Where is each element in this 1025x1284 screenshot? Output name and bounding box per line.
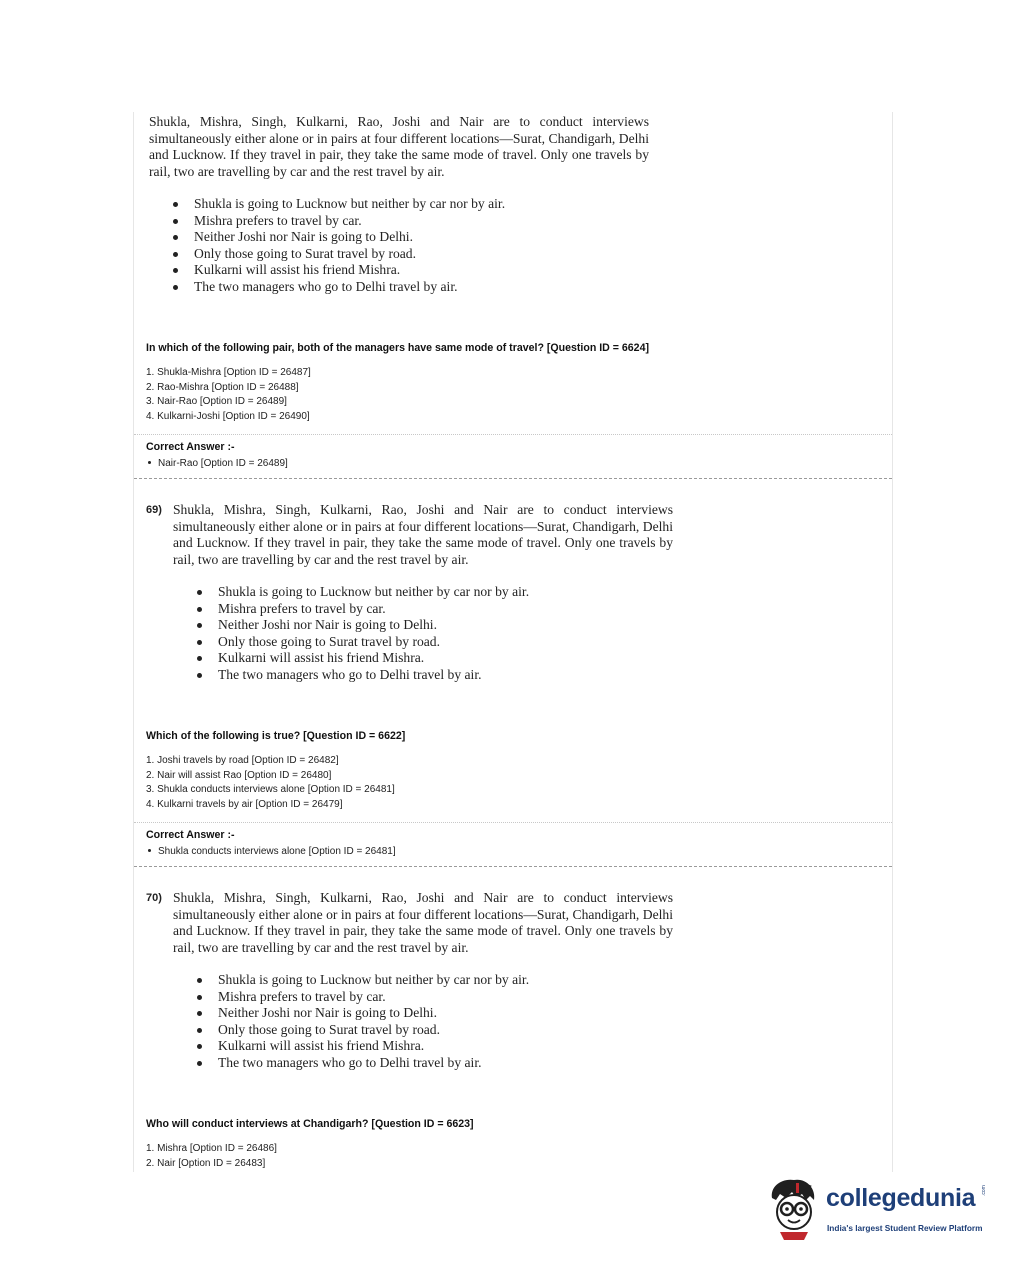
clue-item: Mishra prefers to travel by car. [194,601,529,618]
clue-item: Mishra prefers to travel by car. [170,213,505,230]
logo-domain: .com [981,1185,987,1196]
passage-q68: Shukla, Mishra, Singh, Kulkarni, Rao, Joshi and Nair are to conduct interviews simultaneously either alone or in pairs at four different locations—Surat, Chandigarh, Delhi and Lucknow. If they travel in pair, they take the same mode of travel. Only one travels by rail, two are travelling by car and the rest travel by air. [149,114,649,179]
question-text-q70: Who will conduct interviews at Chandigarh? [Question ID = 6623] [146,1118,474,1130]
bullet-icon [148,461,151,464]
clue-item: Kulkarni will assist his friend Mishra. [170,262,505,279]
correct-answer-text: Nair-Rao [Option ID = 26489] [158,458,288,469]
option-item: 2. Nair [Option ID = 26483] [146,1157,266,1169]
bullet-icon [148,849,151,852]
answer-divider [134,822,892,823]
question-divider [134,478,892,479]
clue-item: The two managers who go to Delhi travel by air. [194,1055,529,1072]
clue-item: Neither Joshi nor Nair is going to Delhi. [194,617,529,634]
clue-item: Only those going to Surat travel by road. [170,246,505,263]
clue-list-q68 [170,196,505,295]
clue-item: Only those going to Surat travel by road. [194,634,529,651]
question-text-q68: In which of the following pair, both of the managers have same mode of travel? [Question ID = 6624] [146,342,649,354]
option-item: 3. Shukla conducts interviews alone [Option ID = 26481] [146,784,395,796]
question-divider [134,866,892,867]
option-list-q69 [146,754,395,813]
logo-tagline: India's largest Student Review Platform [827,1223,983,1233]
option-item: 1. Shukla-Mishra [Option ID = 26487] [146,367,311,378]
option-list-q70 [146,1142,277,1171]
collegedunia-logo[interactable] [766,1176,996,1246]
clue-item: Shukla is going to Lucknow but neither by car nor by air. [194,584,529,601]
option-item: 1. Joshi travels by road [Option ID = 26482] [146,755,339,766]
clue-item: The two managers who go to Delhi travel by air. [194,667,529,684]
clue-list-q70 [194,972,529,1071]
question-number: 69) [146,504,162,516]
option-item: 4. Kulkarni travels by air [Option ID = 26479] [146,799,343,811]
mascot-icon [766,1176,822,1242]
clue-item: Mishra prefers to travel by car. [194,989,529,1006]
clue-item: Neither Joshi nor Nair is going to Delhi. [194,1005,529,1022]
clue-item: Neither Joshi nor Nair is going to Delhi. [170,229,505,246]
correct-answer-q69 [146,846,396,857]
question-text-q69: Which of the following is true? [Question ID = 6622] [146,730,406,742]
correct-answer-q68 [146,458,288,469]
option-item: 1. Mishra [Option ID = 26486] [146,1143,277,1154]
logo-wordmark: collegedunia [826,1184,976,1212]
option-item: 4. Kulkarni-Joshi [Option ID = 26490] [146,411,310,423]
clue-list-q69 [194,584,529,683]
clue-item: Shukla is going to Lucknow but neither by car nor by air. [194,972,529,989]
clue-item: Shukla is going to Lucknow but neither by car nor by air. [170,196,505,213]
option-list-q68 [146,366,311,425]
correct-answer-label: Correct Answer :- [146,441,235,453]
clue-item: Kulkarni will assist his friend Mishra. [194,650,529,667]
option-item: 2. Nair will assist Rao [Option ID = 26480] [146,769,332,781]
clue-item: The two managers who go to Delhi travel by air. [170,279,505,296]
clue-item: Kulkarni will assist his friend Mishra. [194,1038,529,1055]
answer-divider [134,434,892,435]
question-number: 70) [146,892,162,904]
option-item: 3. Nair-Rao [Option ID = 26489] [146,396,287,408]
correct-answer-text: Shukla conducts interviews alone [Option ID = 26481] [158,846,396,857]
passage-q70: Shukla, Mishra, Singh, Kulkarni, Rao, Joshi and Nair are to conduct interviews simultaneously either alone or in pairs at four different locations—Surat, Chandigarh, Delhi and Lucknow. If they travel in pair, they take the same mode of travel. Only one travels by rail, two are travelling by car and the rest travel by air. [173,890,673,955]
passage-q69: Shukla, Mishra, Singh, Kulkarni, Rao, Joshi and Nair are to conduct interviews simultaneously either alone or in pairs at four different locations—Surat, Chandigarh, Delhi and Lucknow. If they travel in pair, they take the same mode of travel. Only one travels by rail, two are travelling by car and the rest travel by air. [173,502,673,567]
correct-answer-label: Correct Answer :- [146,829,235,841]
clue-item: Only those going to Surat travel by road. [194,1022,529,1039]
option-item: 2. Rao-Mishra [Option ID = 26488] [146,381,299,393]
